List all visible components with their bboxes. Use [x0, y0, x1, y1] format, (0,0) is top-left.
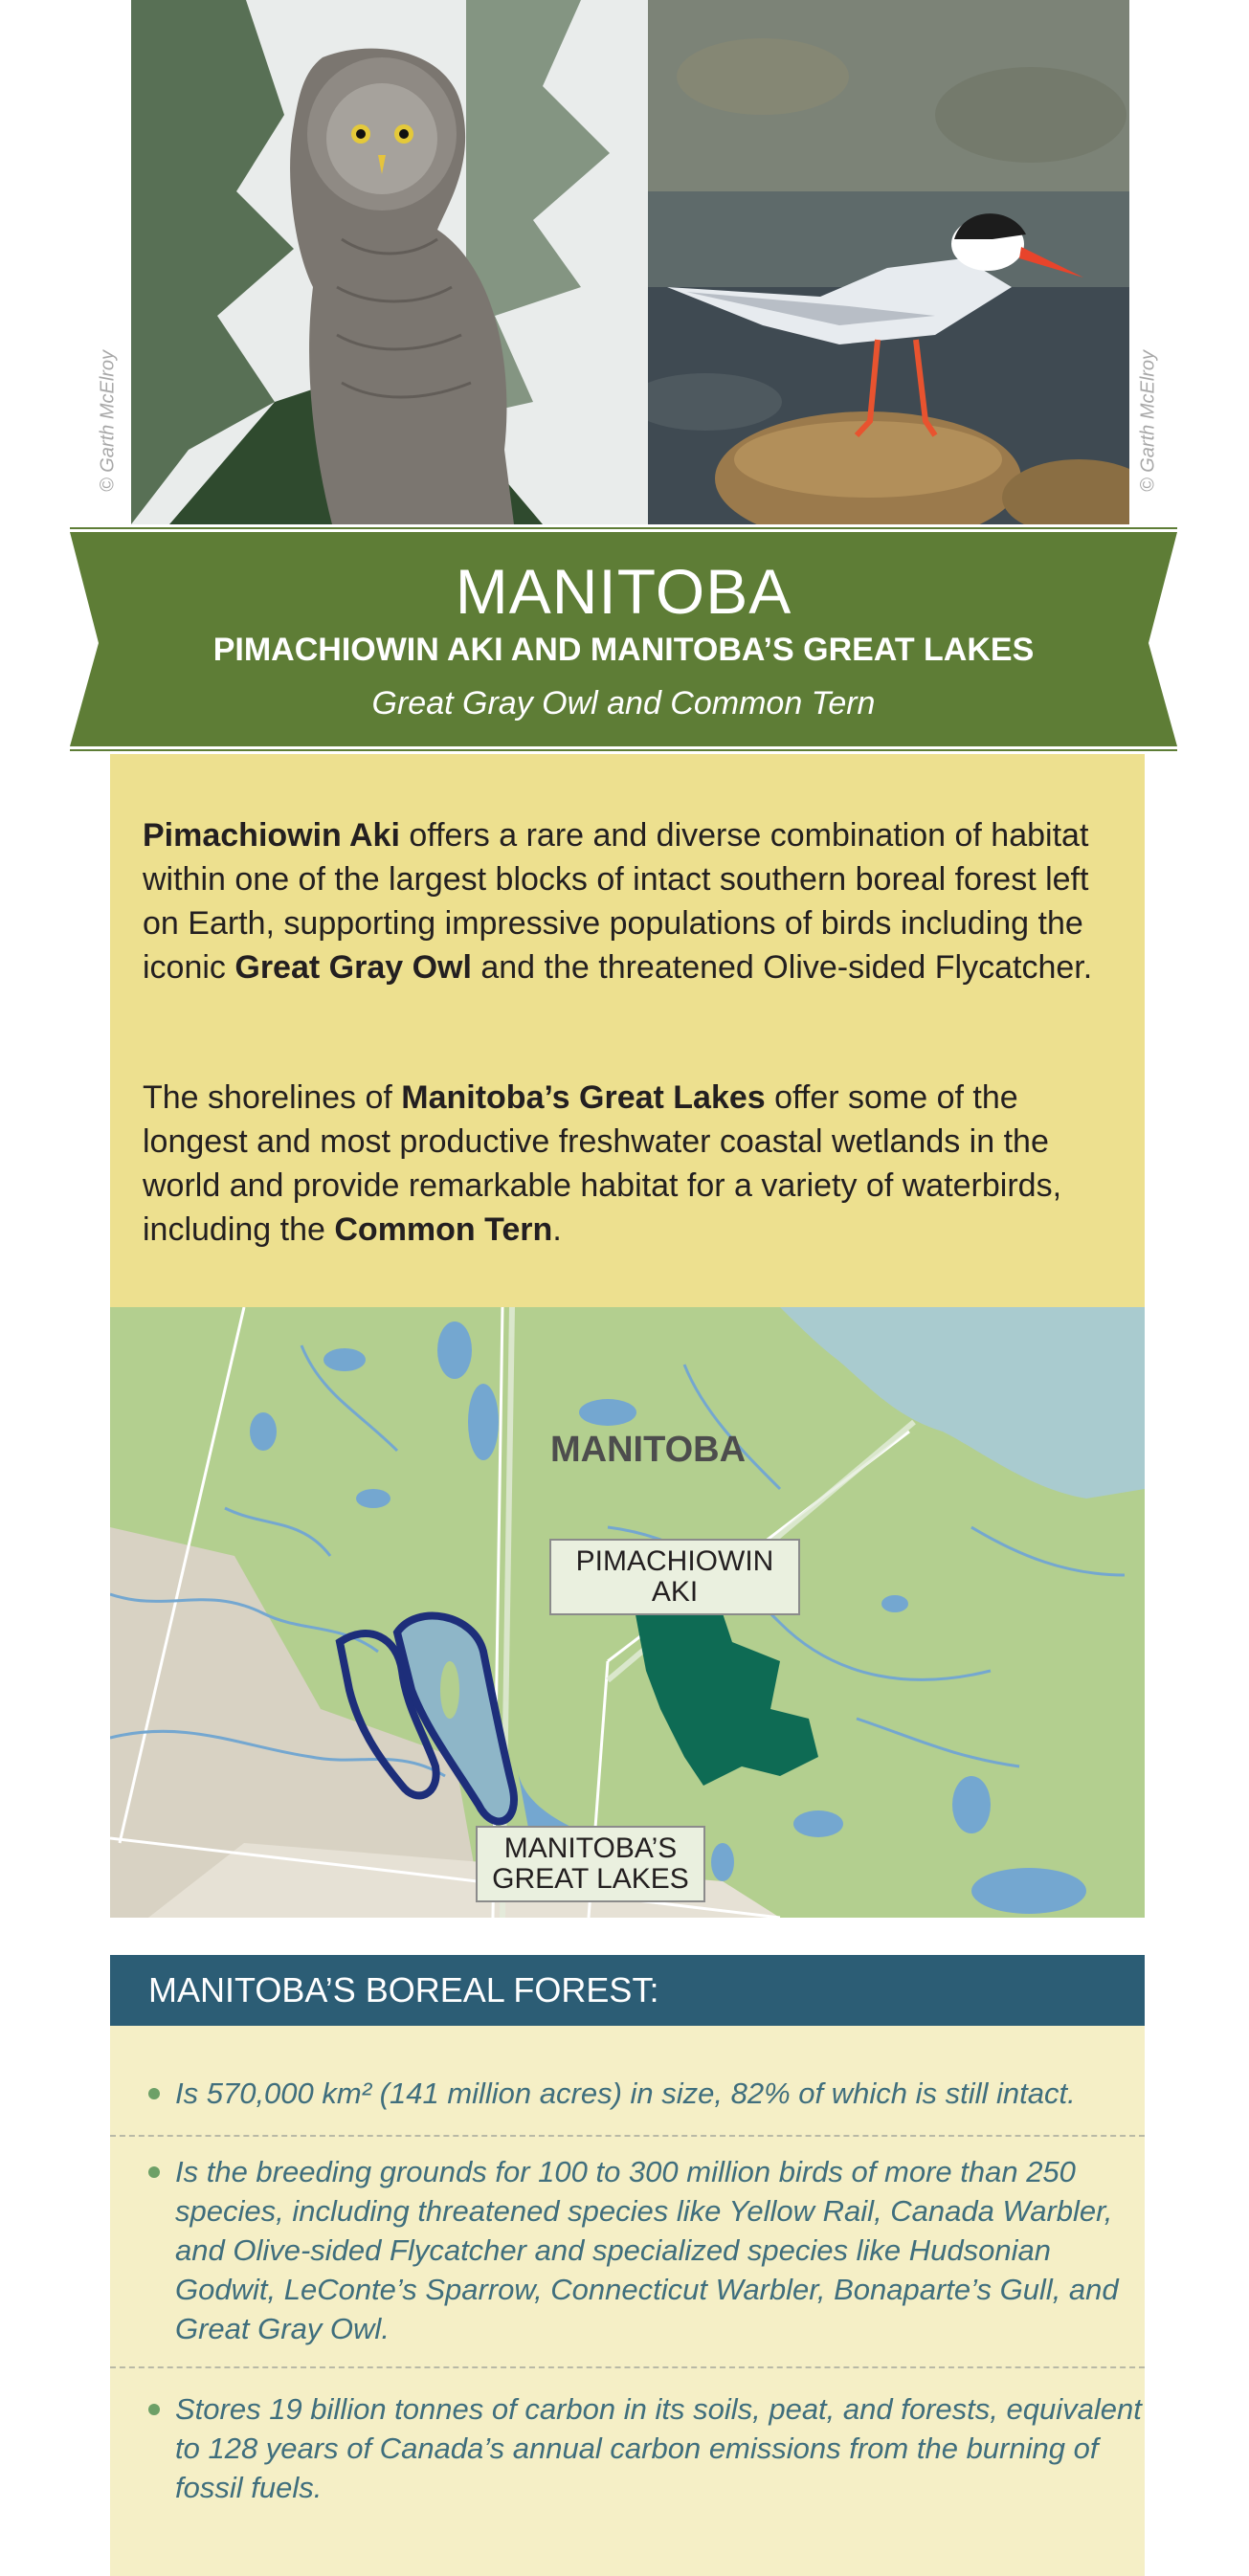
bold-term: Common Tern: [334, 1211, 553, 1248]
fact-size: Is 570,000 km² (141 million acres) in size, 82% of which is still intact.: [148, 2074, 1151, 2113]
bold-term: Pimachiowin Aki: [143, 817, 400, 854]
bullet-icon: [148, 2166, 160, 2178]
bullet-icon: [148, 2404, 160, 2415]
region-map: [110, 1307, 1145, 1918]
paragraph-text: .: [552, 1211, 562, 1248]
page-title: MANITOBA: [455, 556, 792, 627]
paragraph-text: offers a rare and diverse combination of habitat within one of the largest blocks of intact southern boreal forest left on Earth, supporting impressive populations of birds including the iconic: [143, 817, 1089, 986]
fact-carbon-storage: Stores 19 billion tonnes of carbon in its soils, peat, and forests, equivalent to 128 years of Canada’s annual carbon emissions from the burning of fossil fuels.: [148, 2389, 1151, 2507]
fact-breeding-grounds: Is the breeding grounds for 100 to 300 million birds of more than 250 species, including threatened species like Yellow Rail, Canada Warbler, and Olive-sided Flycatcher and specialized species like Hudsonian Godwit, LeConte’s Sparrow, Connecticut Warbler, Bonaparte’s Gull, and Great Gray Owl.: [148, 2152, 1151, 2348]
intro-paragraph-pimachiowin: [143, 813, 1128, 989]
callout-pimachiowin-aki: PIMACHIOWIN AKI: [549, 1539, 800, 1615]
bold-term: Manitoba’s Great Lakes: [401, 1079, 766, 1116]
boreal-facts-panel: [110, 2026, 1145, 2576]
paragraph-text: The shorelines of: [143, 1079, 402, 1116]
intro-panel: [110, 754, 1145, 1307]
great-gray-owl-photo: [131, 0, 648, 524]
featured-species: Great Gray Owl and Common Tern: [371, 685, 876, 722]
title-banner: [70, 524, 1177, 754]
divider: [110, 2135, 1145, 2137]
photo-credit-left: © Garth McElroy: [97, 349, 119, 493]
page-subtitle: PIMACHIOWIN AKI AND MANITOBA’S GREAT LAKES: [212, 632, 1035, 668]
callout-great-lakes: MANITOBA’S GREAT LAKES: [476, 1826, 705, 1902]
bullet-icon: [148, 2088, 160, 2099]
photo-credit-right: © Garth McElroy: [1137, 349, 1159, 493]
divider: [110, 2366, 1145, 2368]
paragraph-text: and the threatened Olive-sided Flycatcher.: [471, 949, 1093, 986]
map-province-label: MANITOBA: [550, 1430, 747, 1470]
common-tern-photo: [648, 0, 1129, 524]
intro-paragraph-great-lakes: [143, 1076, 1128, 1252]
paragraph-text: offer some of the longest and most productive freshwater coastal wetlands in the world and provide remarkable habitat for a variety of waterbirds, including the: [143, 1079, 1062, 1248]
bold-term: Great Gray Owl: [234, 949, 472, 986]
boreal-forest-header: MANITOBA’S BOREAL FOREST:: [110, 1955, 1145, 2026]
